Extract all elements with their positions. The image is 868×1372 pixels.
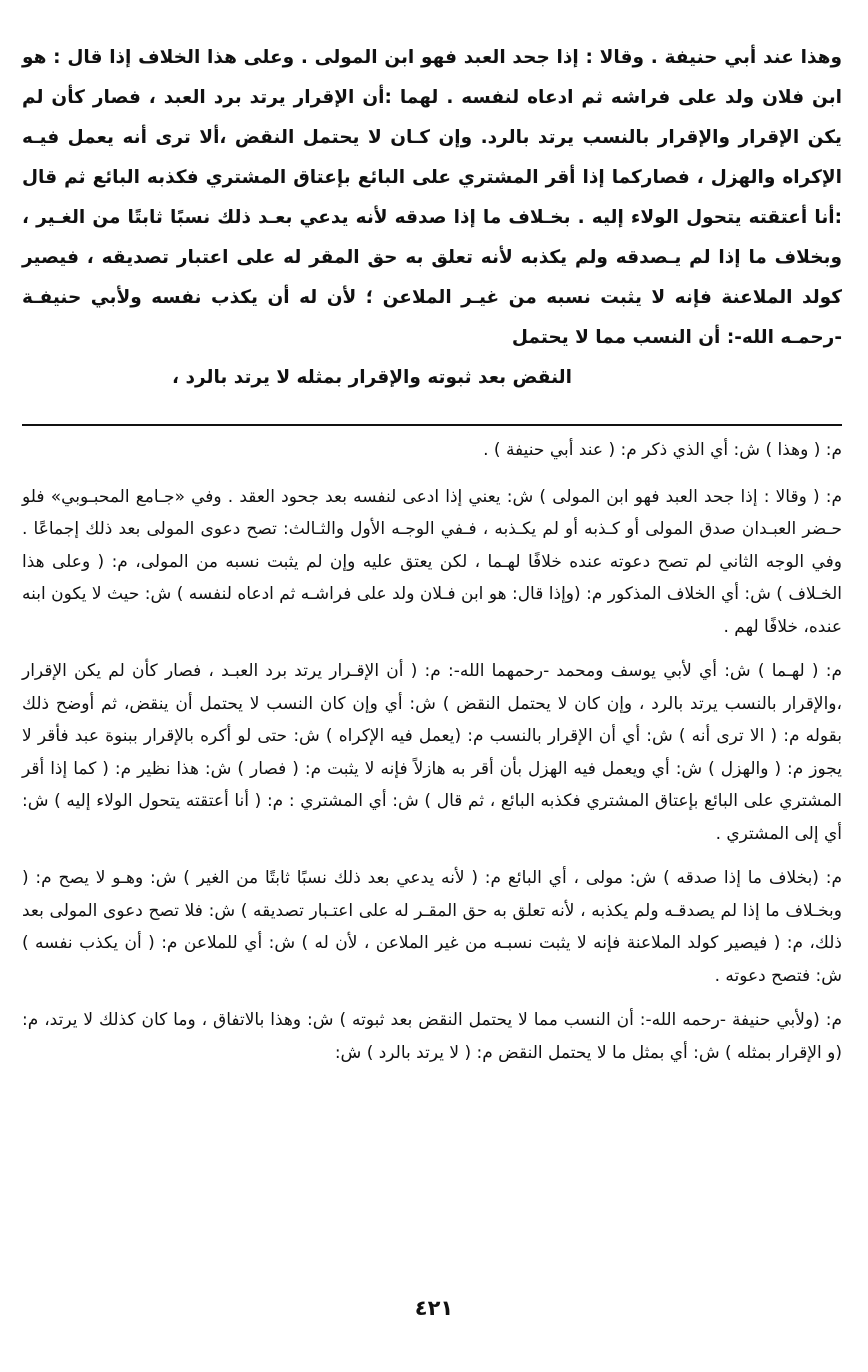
commentary-paragraph: م: ( لهـما ) ش: أي لأبي يوسف ومحمد -رحمهما الله-: م: ( أن الإقـرار يرتد برد العبـد ، فصار كأن لم يكن الإقرار ،والإقرار بالنسب يرتد بالرد ، وإن كان لا يحتمل النقض ) ش: أي وإن كان النسب لا يحتمل أن ينقض، ثم أوضح ذلك بقوله م: ( الا ترى أنه ) ش: أي أن الإقرار بالنسب م: (يعمل فيه الإكراه ) ش: حتى لو أكره بالإقرار ببنوة عبد فأقر لا يجوز م: ( والهزل ) ش: أي ويعمل فيه الهزل بأن أقر به هازلاً فإنه لا يثبت م: ( فصار ) ش: هذا نظير م: ( كما إذا أقر المشتري على البائع بإعتاق المشتري فكذبه البائع ، ثم قال ) ش: أي المشتري : م: ( أنا أعتقته يتحول الولاء إليه ) ش: أي إلى المشتري .	[22, 661, 842, 844]
section-divider	[22, 424, 842, 426]
commentary-paragraph: م: (ولأبي حنيفة -رحمه الله-: أن النسب مما لا يحتمل النقض بعد ثبوته ) ش: وهذا بالاتفاق ، وما كان كذلك لا يرتد، م: (و الإقرار بمثله ) ش: أي بمثل ما لا يحتمل النقض م: ( لا يرتد بالرد ) ش:	[22, 1010, 842, 1063]
commentary-paragraph: م: (بخلاف ما إذا صدقه ) ش: مولى ، أي البائع م: ( لأنه يدعي بعد ذلك نسبًا ثابتًا من الغير ) ش: وهـو لا يصح م: ( وبخـلاف ما إذا لم يصدقـه ولم يكذبه ، لأنه تعلق به حق المقـر له على اعتـبار تصديقه ) ش: فلا تصح دعوى المولى بعد ذلك، م: ( فيصير كولد الملاعنة فإنه لا يثبت نسبـه من غير الملاعن ، لأن له ) ش: أي للملاعن م: ( أن يكذب نفسه ) ش: فتصح دعوته .	[22, 868, 842, 986]
main-text-last-line: النقض بعد ثبوته والإقرار بمثله لا يرتد بالرد ،	[172, 367, 572, 388]
main-text-paragraph: وهذا عند أبي حنيفة . وقالا : إذا جحد العبد فهو ابن المولى . وعلى هذا الخلاف إذا قال : هو ابن فلان ولد على فراشه ثم ادعاه لنفسه . لهما :أن الإقرار يرتد برد العبد ، فصار كأن لم يكن الإقرار والإقرار بالنسب يرتد بالرد. وإن كـان لا يحتمل النقض ،ألا ترى أنه يعمل فيـه الإكراه والهزل ، فصاركما إذا أقر المشتري على البائع بإعتاق المشتري فكذبه البائع ثم قال :أنا أعتقته يتحول الولاء إليه . بخـلاف ما إذا صدقه لأنه يدعي بعـد ذلك نسبًا ثابتًا من الغـير ، وبخلاف ما إذا لم يـصدقه ولم يكذبه لأنه تعلق به حق المقر له على اعتبار تصديقه ، فيصير كولد الملاعنة فإنه لا يثبت نسبه من غيـر الملاعن ؛ لأن له أن يكذب نفسه ولأبي حنيفـة -رحمـه الله-: أن النسب مما لا يحتمل	[22, 47, 842, 348]
main-text-block	[22, 38, 842, 398]
commentary-paragraph: م: ( وقالا : إذا جحد العبد فهو ابن المولى ) ش: يعني إذا ادعى لنفسه بعد جحود العقد . وفي «جـامع المحبـوبي» فلو حـضر العبـدان صدق المولى أو كـذبه أو لم يكـذبه ، فـفي الوجـه الأول والثـالث: تصح دعوى المولى بعد ذلك إجماعًا . وفي الوجه الثاني لم تصح دعوته عنده خلافًا لهـما ، لكن يعتق عليه وإن لم يثبت نسبه من المولى، م: ( وعلى هذا الخـلاف ) ش: أي الخلاف المذكور م: (وإذا قال: هو ابن فـلان ولد على فراشـه ثم ادعاه لنفسه ) ش: حيث لا يكون ابنه عنده، خلافًا لهم .	[22, 486, 842, 637]
commentary-paragraph: م: ( وهذا ) ش: أي الذي ذكر م: ( عند أبي حنيفة ) .	[483, 440, 842, 460]
page-number: ٤٢١	[414, 1296, 454, 1320]
commentary-block	[22, 434, 842, 1081]
